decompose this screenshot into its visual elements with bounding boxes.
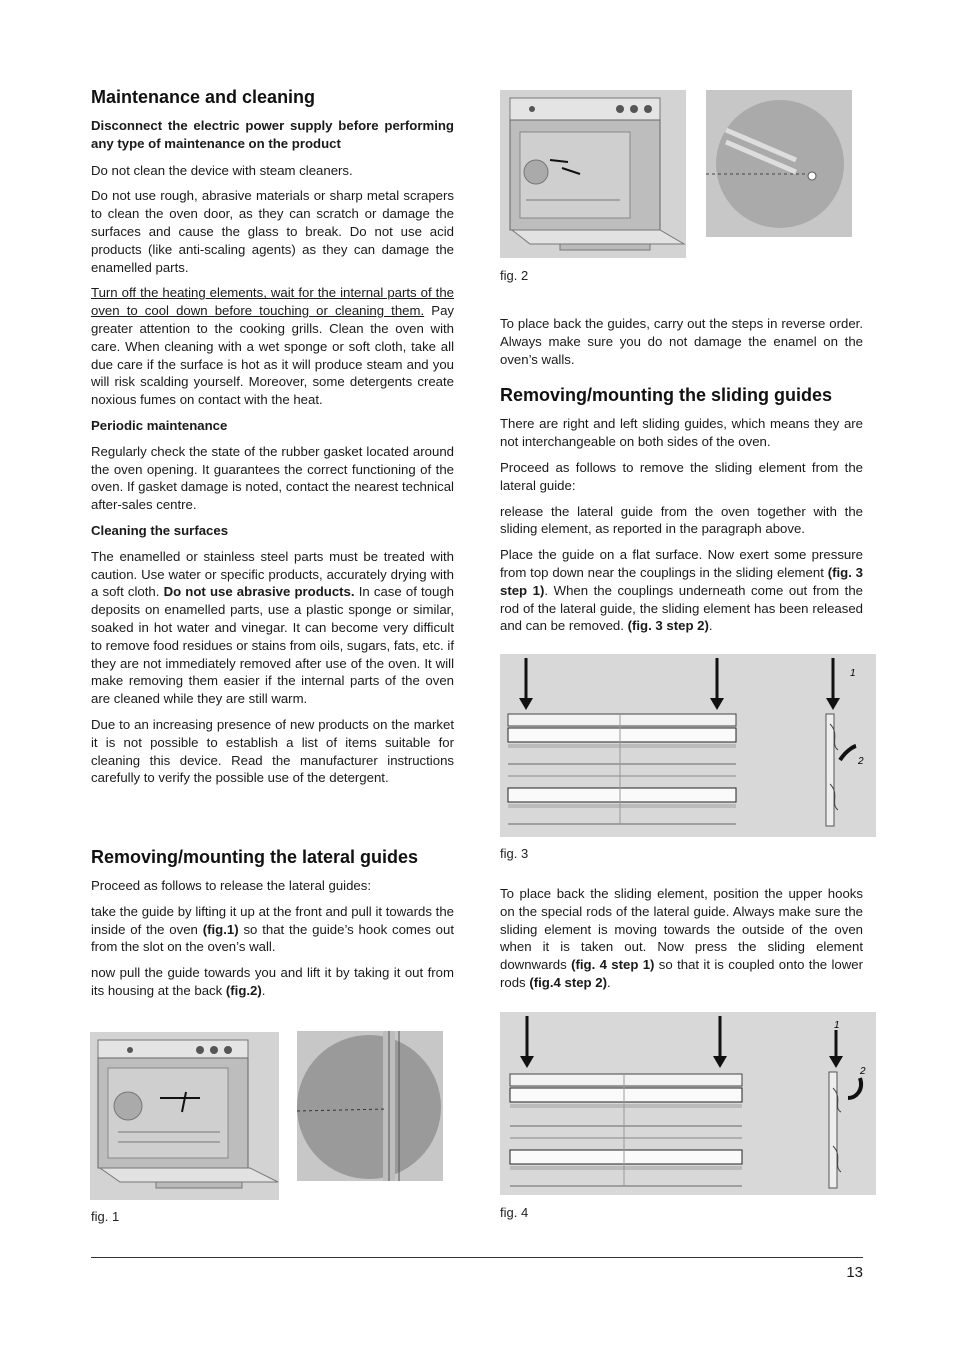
paragraph-heating [91,284,454,409]
remount-section [500,885,863,1000]
lateral-step1-ref: (fig.1) [202,921,239,937]
fig2-detail-image [706,90,852,237]
surfaces-text-b: In case of tough deposits on enamelled parts, use a plastic sponge or similar, soaked in hot water and vinegar. It can become very difficult to remove food residues or stains from oils, sugars, fats, etc. if they are not immediately removed after use of the oven. It will make removing them easier if the internal parts of the oven are cleaned while they are still warm. [91,584,455,707]
lateral-step2-a: now pull the guide towards you and lift it by taking it out from its housing at the back [91,965,454,998]
section-title-lateral-guides: Removing/mounting the lateral guides [91,847,419,867]
section-title-maintenance: Maintenance and cleaning [91,87,316,107]
paragraph-sliding-2: Proceed as follows to remove the sliding element from the lateral guide: [500,459,863,493]
lateral-guides-section [91,846,454,1008]
fig4-caption: fig. 4 [500,1205,529,1220]
paragraph-detergents: Due to an increasing presence of new products on the market it is not possible to establish a list of items suitable for cleaning this device. Read the manufacturer instructions carefully to verify the possible use of the detergent. [91,716,454,786]
remount-c: . [607,974,611,990]
remount-b: so that it is coupled onto the lower rods [500,957,863,990]
fig1-detail-image [297,1031,443,1181]
sliding-4-c: . [708,618,713,634]
section-title-sliding-guides: Removing/mounting the sliding guides [500,385,832,406]
sliding-4-b: . When the couplings underneath come out from the rod of the lateral guide, the sliding element has been released and can be removed. [500,582,863,634]
lateral-step2-b: . [261,982,266,998]
paragraph-lateral-step2 [91,964,454,1000]
page-number: 13 [846,1264,863,1281]
paragraph-lateral-step1 [91,903,454,956]
remount-ref1: (fig. 4 step 1) [571,957,655,973]
fig1-caption: fig. 1 [91,1209,120,1224]
right-column [500,315,863,643]
surfaces-text-a: The enamelled or stainless steel parts must be treated with caution. Use water or specific products, accurately drying with a soft cloth. [91,548,454,600]
footer-divider [91,1257,863,1258]
paragraph-abrasive: Do not use rough, abrasive materials or sharp metal scrapers to clean the oven door, as they can scratch or damage the surfaces and cause the glass to break. Do not use acid products (like anti-scaling agents) as they can damage the enamelled parts. [91,188,454,275]
heading-cleaning-surfaces: Cleaning the surfaces [91,522,229,538]
paragraph-remount-sliding [500,885,863,992]
surfaces-bold: Do not use abrasive products. [163,584,355,600]
sliding-4-a: Place the guide on a flat surface. Now exert some pressure from top down near the couplings in the sliding element [500,547,863,580]
paragraph-periodic: Regularly check the state of the rubber gasket located around the oven opening. It guarantees the correct functioning of the oven. If gasket damage is noted, contact the nearest technical after-sales centre. [91,443,454,513]
lateral-step1-b: so that the guide’s hook comes out from the slot on the oven’s wall. [91,921,454,955]
paragraph-sliding-4 [500,546,863,635]
fig3-step1-label: 1 [850,668,856,679]
fig4-step1-label: 1 [834,1020,840,1031]
fig4-image [500,1012,876,1195]
lateral-step2-ref: (fig.2) [225,982,262,998]
fig2-oven-image [500,90,686,258]
paragraph-place-back-guides: To place back the guides, carry out the steps in reverse order. Always make sure you do not damage the enamel on the oven’s walls. [500,316,863,367]
paragraph-lateral-intro: Proceed as follows to release the lateral guides: [91,878,372,893]
left-column [91,86,454,795]
paragraph-steam: Do not clean the device with steam cleaners. [91,162,353,178]
sliding-4-ref1: (fig. 3 step 1) [500,564,863,598]
fig4-step2-label: 2 [860,1066,866,1077]
lateral-step1-a: take the guide by lifting it up at the front and pull it towards the inside of the oven [91,903,454,937]
fig2-caption: fig. 2 [500,268,529,283]
fig1-oven-image [90,1032,279,1200]
heading-periodic-maintenance: Periodic maintenance [91,417,228,433]
paragraph-heating-rest: Pay greater attention to the cooking grills. Clean the oven with care. When cleaning with a wet sponge or soft cloth, take all due care if the surface is hot as it will produce steam and you will risk scalding yourself. Moreover, some detergents create noxious fumes on contact with the heat. [91,303,454,408]
remount-a: To place back the sliding element, position the upper hooks on the special rods of the lateral guide. Always make sure the sliding element is moving towards the outside of the oven when it is taken out. Now press the sliding element downwards [500,886,863,973]
underlined-text: Turn off the heating elements, wait for the internal parts of the oven to cool down before touching or cleaning them. [91,285,454,319]
warning-text: Disconnect the electric power supply before performing any type of maintenance on the product [91,118,454,151]
paragraph-sliding-1: There are right and left sliding guides, which means they are not interchangeable on both sides of the oven. [500,416,863,450]
remount-ref2: (fig.4 step 2) [529,974,607,990]
sliding-4-ref2: (fig. 3 step 2) [627,618,709,634]
fig3-step2-label: 2 [858,756,864,767]
fig3-image [500,654,876,837]
fig3-caption: fig. 3 [500,846,529,861]
paragraph-surfaces [91,548,454,708]
paragraph-sliding-3: release the lateral guide from the oven together with the sliding element, as reported in the paragraph above. [500,503,863,537]
